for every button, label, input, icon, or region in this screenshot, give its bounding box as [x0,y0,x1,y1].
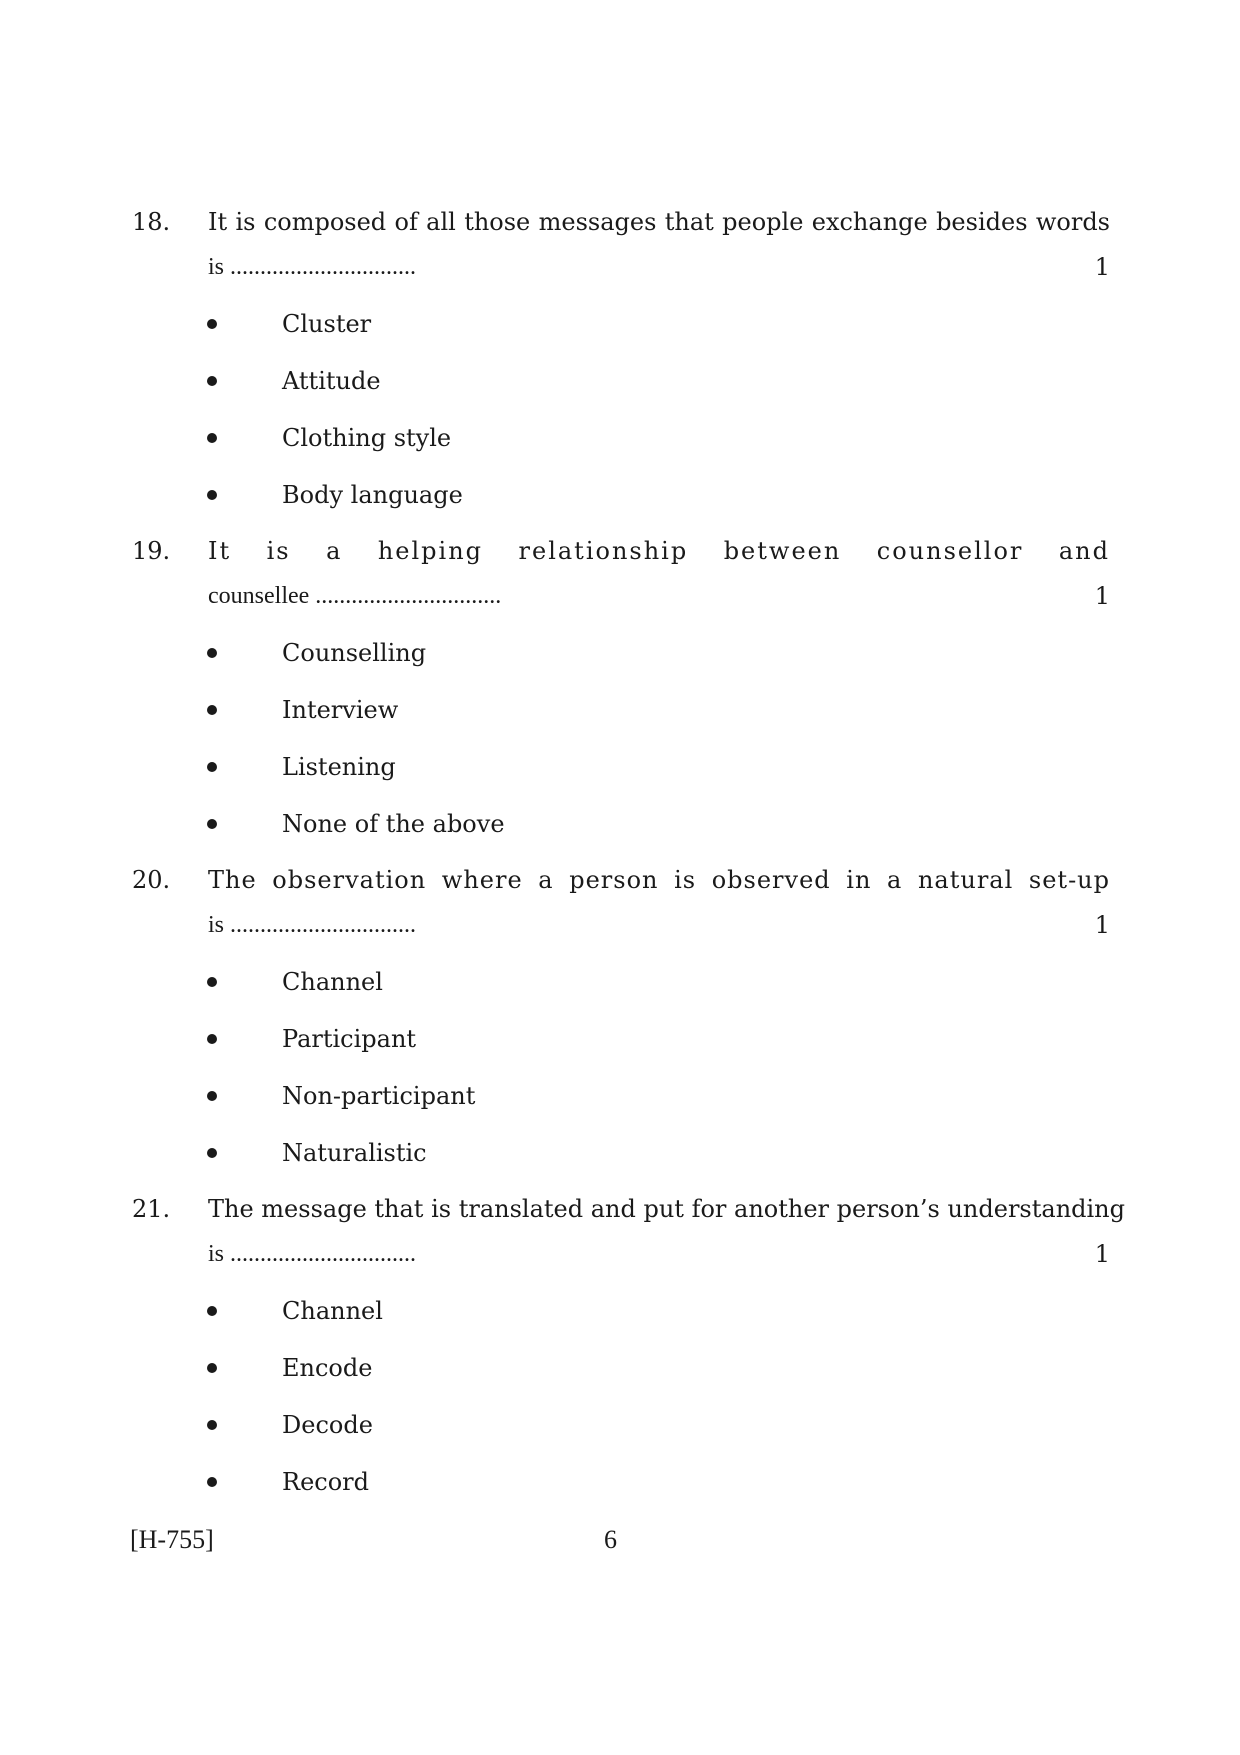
option-label: Clothing style [282,424,452,452]
bullet-icon [207,319,217,329]
question-number: 21. [132,1195,171,1223]
bullet-icon [207,433,217,443]
option-item [0,967,700,997]
question-text: The observation where a person is observed in a natural set-up [208,866,1110,894]
option-label: Interview [282,696,399,724]
option-item [0,1081,700,1111]
bullet-icon [207,1148,217,1158]
option-item [0,752,700,782]
option-label: Counselling [282,639,427,667]
question-number: 19. [132,537,171,565]
bullet-icon [207,376,217,386]
option-item [0,1024,700,1054]
bullet-icon [207,819,217,829]
bullet-icon [207,648,217,658]
bullet-icon [207,490,217,500]
option-item [0,1138,700,1168]
question-marks: 1 [1094,582,1110,610]
option-item [0,1296,700,1326]
question-text: The message that is translated and put for another person’s understanding [208,1195,1126,1223]
bullet-icon [207,1091,217,1101]
option-item [0,1467,700,1497]
question-blank-line: counsellee ............................... [208,583,502,609]
question-text: It is a helping relationship between counsellor and [208,537,1110,565]
option-label: Channel [282,968,383,996]
bullet-icon [207,1420,217,1430]
option-label: Naturalistic [282,1139,427,1167]
option-label: Channel [282,1297,383,1325]
option-item [0,480,700,510]
option-item [0,423,700,453]
bullet-icon [207,1363,217,1373]
question-blank-line: is ............................... [208,1241,417,1267]
option-item [0,809,700,839]
bullet-icon [207,762,217,772]
option-label: Participant [282,1025,417,1053]
option-item [0,638,700,668]
question-marks: 1 [1094,1240,1110,1268]
bullet-icon [207,1477,217,1487]
option-label: Non-participant [282,1082,476,1110]
option-label: Listening [282,753,396,781]
question-text: It is composed of all those messages that people exchange besides words [208,208,1110,236]
question-marks: 1 [1094,253,1110,281]
question-number: 18. [132,208,171,236]
option-item [0,1410,700,1440]
option-item [0,309,700,339]
bullet-icon [207,705,217,715]
option-label: None of the above [282,810,505,838]
option-label: Record [282,1468,369,1496]
bullet-icon [207,1034,217,1044]
option-label: Attitude [282,367,381,395]
option-label: Encode [282,1354,373,1382]
option-item [0,366,700,396]
bullet-icon [207,1306,217,1316]
option-label: Cluster [282,310,372,338]
question-blank-line: is ............................... [208,254,417,280]
question-number: 20. [132,866,171,894]
page-number: 6 [604,1525,617,1554]
question-blank-line: is ............................... [208,912,417,938]
option-label: Decode [282,1411,373,1439]
paper-code: [H-755] [130,1525,214,1554]
question-marks: 1 [1094,911,1110,939]
option-item [0,1353,700,1383]
option-item [0,695,700,725]
option-label: Body language [282,481,463,509]
bullet-icon [207,977,217,987]
